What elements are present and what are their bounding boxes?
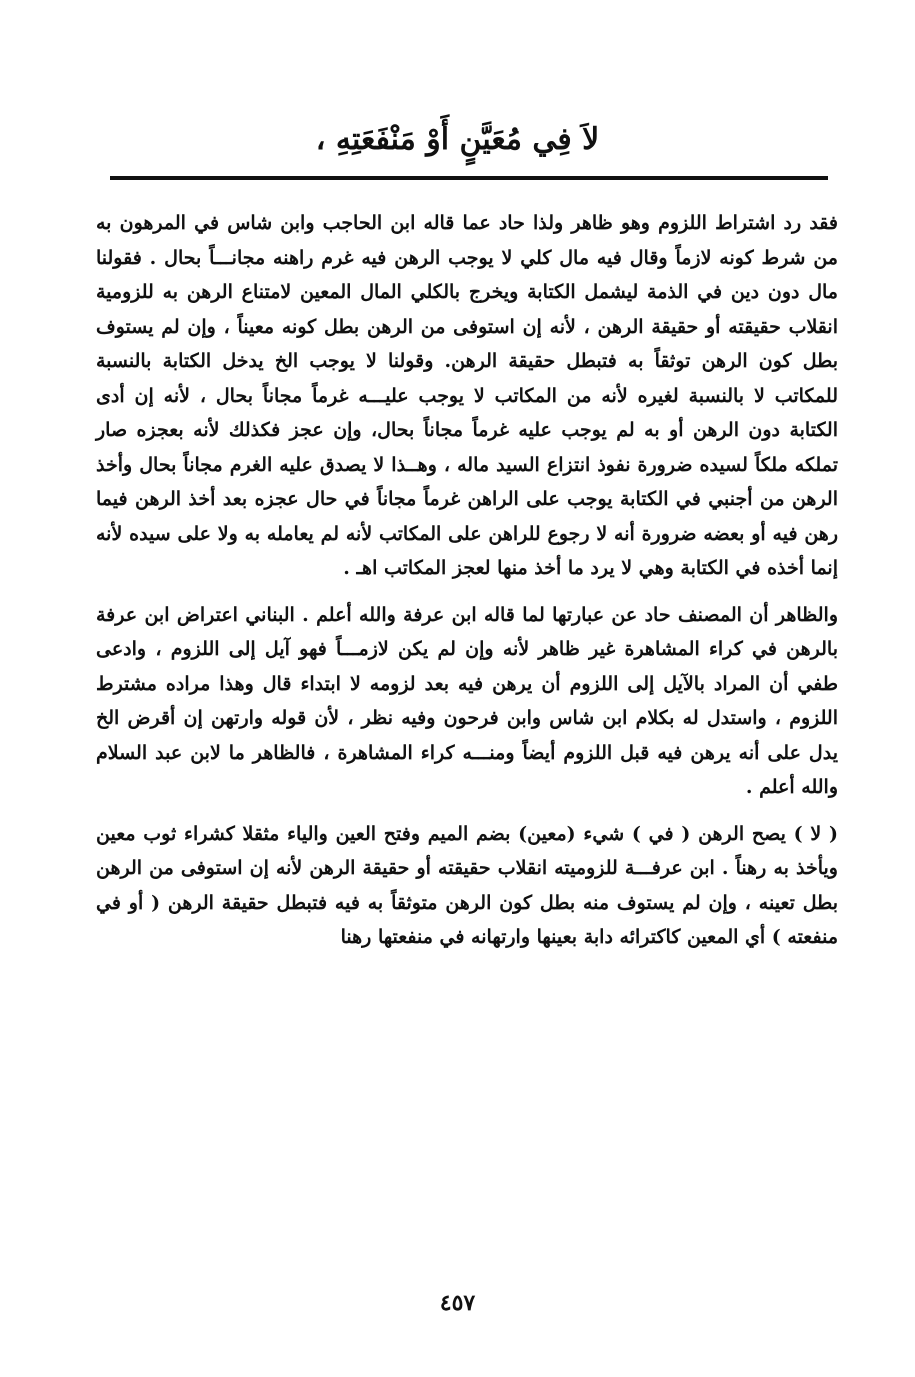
header-divider	[110, 176, 828, 180]
paragraph-2: والظاهر أن المصنف حاد عن عبارتها لما قاله ابن عرفة والله أعلم . البناني اعتراض ابن عرفة بالرهن في كراء المشاهرة غير ظاهر لأنه وإن لم يكن لازمـــاً فهو آيل إلى اللزوم ، وادعى طفي أن المراد بالآيل إلى اللزوم أن يرهن فيه بعد لزومه لا ابتداء قال وهذا مراده مشترط اللزوم ، واستدل له بكلام ابن شاس وابن فرحون وفيه نظر ، لأن قوله وارتهن إن أقرض الخ يدل على أنه يرهن فيه قبل اللزوم أيضاً ومنـــه كراء المشاهرة ، فالظاهر ما لابن عبد السلام والله أعلم .	[96, 603, 838, 798]
page-header-title: لاَ فِي مُعَيَّنٍ أَوْ مَنْفَعَتِهِ ،	[315, 122, 600, 157]
paragraph-3: ( لا ) يصح الرهن ( في ) شيء (معين) بضم الميم وفتح العين والياء مثقلا كشراء ثوب معين ويأخذ به رهناً . ابن عرفـــة للزوميته انقلاب حقيقته أو حقيقة الرهن لأنه إن استوفى من الرهن بطل تعينه ، وإن لم يستوف منه بطل كون الرهن متوثقاً به فيه فتبطل حقيقة الرهن ( أو في منفعته ) أي المعين كاكترائه دابة بعينها وارتهانه في منفعتها رهنا	[96, 822, 838, 948]
paragraph-1: فقد رد اشتراط اللزوم وهو ظاهر ولذا حاد عما قاله ابن الحاجب وابن شاس في المرهون به من شرط كونه لازماً وقال فيه مال كلي لا يوجب الرهن فيه غرم راهنه مجانـــاً بحال . فقولنا مال دون دين في الذمة ليشمل الكتابة ويخرج بالكلي المال المعين لامتناع الرهن به للزومية انقلاب حقيقته أو حقيقة الرهن ، لأنه إن استوفى من الرهن بطل كونه معيناً ، وإن لم يستوف بطل كون الرهن توثقاً به فتبطل حقيقة الرهن. وقولنا لا يوجب الخ يدخل الكتابة بالنسبة للمكاتب لا بالنسبة لغيره لأنه من المكاتب لا يوجب عليـــه غرماً مجاناً بحال ، لأنه إن أدى الكتابة دون الرهن أو به لم يوجب عليه غرماً مجاناً بحال، وإن عجز فكذلك لأنه بعجزه صار تملكه ملكاً لسيده ضرورة نفوذ انتزاع السيد ماله ، وهــذا لا يصدق عليه الغرم مجاناً بحال وأخذ الرهن من أجنبي في الكتابة يوجب على الراهن غرماً مجاناً في حال عجزه بعد أخذ الرهن فيما رهن فيه أو بعضه ضرورة أنه لا رجوع للراهن على المكاتب لأنه لم يعامله به ولا على سيده لأنه إنما أخذه في الكتابة وهي لا يرد ما أخذ منها لعجز المكاتب اهـ .	[96, 212, 838, 579]
page-number: ٤٥٧	[439, 1290, 476, 1316]
body-text	[96, 206, 838, 955]
